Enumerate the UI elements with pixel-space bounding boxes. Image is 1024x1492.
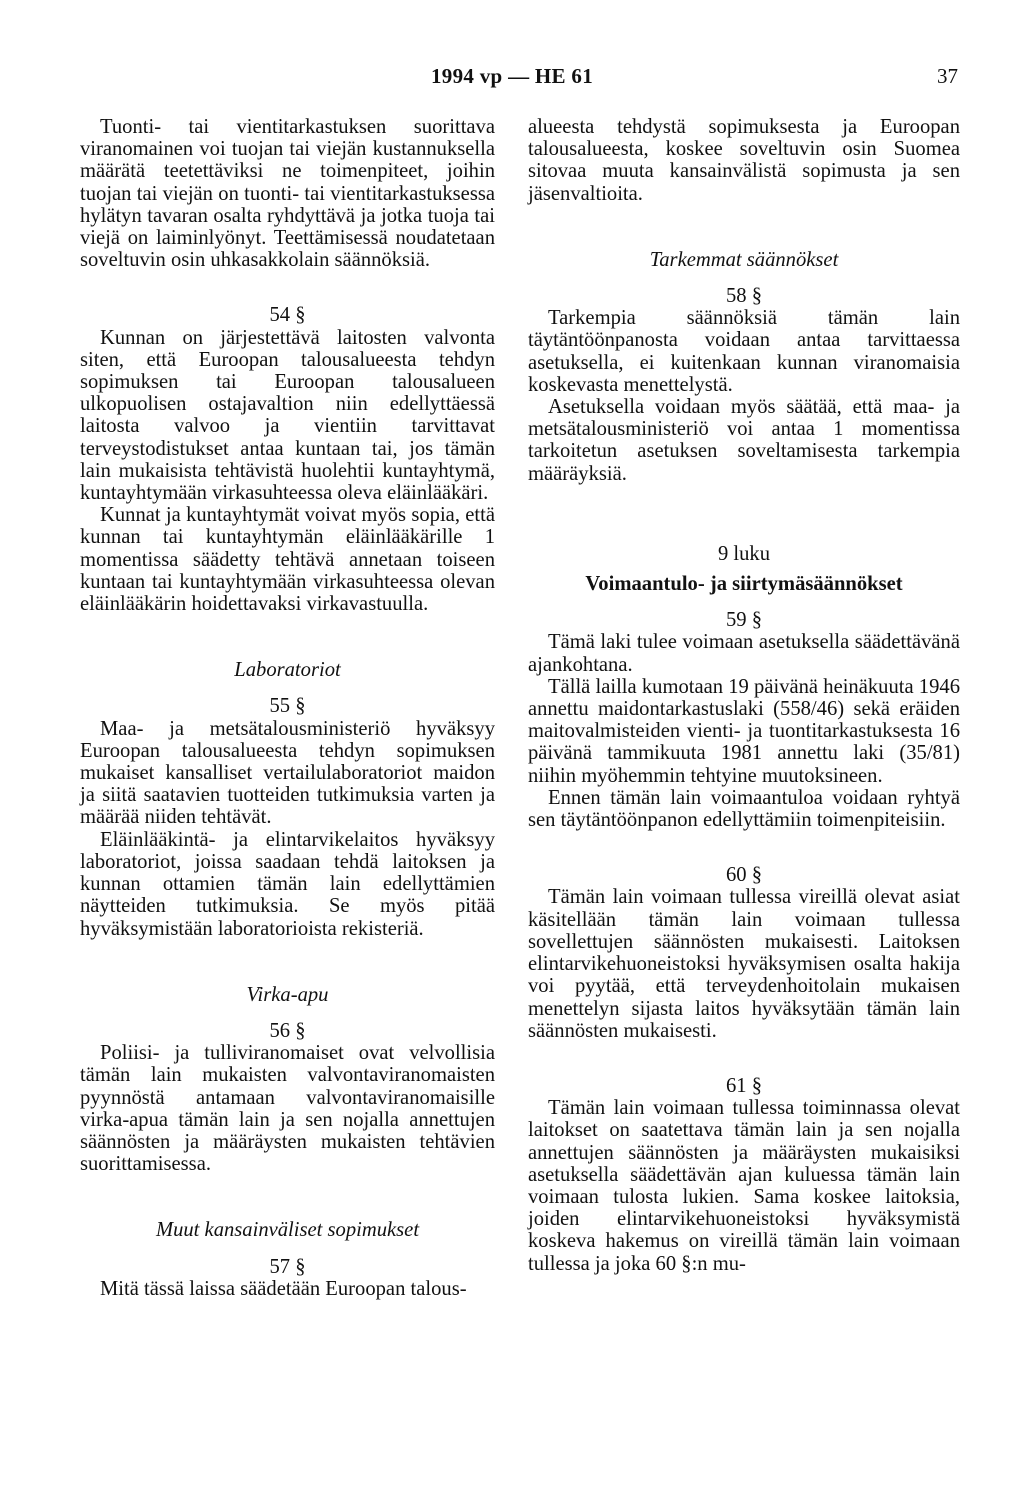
paragraph: Asetuksella voidaan myös säätää, että maa- ja metsätalousministeriö voi antaa 1 momentissa tarkoitetun asetuksen soveltamisesta tarkempia määräyksiä. [528,396,960,485]
subheading-muut-kansainvaliset-sopimukset: Muut kansainväliset sopimukset [155,1219,420,1242]
paragraph: alueesta tehdystä sopimuksesta ja Euroopan talousalueesta, koskee soveltuvin osin Suomea sitovaa muuta kansainvälistä sopimusta ja sen jäsenvaltioita. [528,116,960,205]
paragraph: Mitä tässä laissa säädetään Euroopan talous- [100,1277,467,1300]
subheading-laboratoriot: Laboratoriot [234,659,341,682]
right-column [528,116,960,1275]
paragraph: Tämän lain voimaan tullessa toiminnassa olevat laitokset on saatettava tämän lain ja sen nojalla annettujen säännösten ja määräysten mukaisiksi asetuksella säädettävän ajan kuluessa tämän lain voimaan tulosta lukien. Sama koskee laitoksia, joiden elintarvikehuoneistoksi hyväksymistä koskeva hakemus on vireillä tämän lain voimaan tullessa ja joka 60 §:n mu- [528,1097,960,1275]
paragraph: Maa- ja metsätalousministeriö hyväksyy Euroopan talousalueesta tehdyn sopimuksen mukaiset kansalliset vertailulaboratoriot maidon ja siitä saatavien tuotteiden tutkimuksia varten ja määrää niiden tehtävät. [80,717,495,829]
subheading-virka-apu: Virka-apu [246,983,329,1006]
subheading-tarkemmat-saannokset: Tarkemmat säännökset [649,248,839,271]
paragraph: Tämän lain voimaan tullessa vireillä olevat asiat käsitellään tämän lain voimaan tullessa sovellettujen säännösten mukaisesti. Laitoksen elintarvikehuoneistoksi hyväksymisen osalta hakija voi pyytää, että terveydenhoitolain mukaisen menettelyn sijasta laitos hyväksytään tämän lain säännösten mukaisesti. [528,886,960,1042]
chapter-number: 9 luku [717,542,771,565]
running-header: 1994 vp — HE 61 [430,64,594,88]
section-57-heading: 57 § [269,1255,306,1278]
section-58-heading: 58 § [725,285,763,308]
section-55-heading: 55 § [269,695,306,718]
paragraph: Poliisi- ja tulliviranomaiset ovat velvollisia tämän lain mukaisten valvontaviranomaisten pyynnöstä antamaan valvontaviranomaisille virka-apua tämän lain ja sen nojalla annettujen säännösten ja määräysten mukaisten tehtävien suorittamisessa. [80,1042,495,1176]
page-number: 37 [937,64,958,88]
paragraph: Kunnan on järjestettävä laitosten valvonta siten, että Euroopan talousalueesta tehdyn sopimuksen tai Euroopan talousalueen ulkopuolisen ostajavaltion niin edellyttäessä laitosta valvoo ja vientiin tarvittavat terveystodistukset antaa kuntaan tai, jos tämän lain mukaisista tehtävistä huolehtii kuntayhtymä, kuntayhtymään virkasuhteessa oleva eläinlääkäri. [80,326,495,505]
paragraph: Tarkempia säännöksiä tämän lain täytäntöönpanosta voidaan antaa tarvittaessa asetuksella, ei kuitenkaan kunnan viranomaisia koskevasta menettelystä. [528,307,960,396]
paragraph: Eläinlääkintä- ja elintarvikelaitos hyväksyy laboratoriot, joissa saadaan tehdä laitoksen ja kunnan ottamien tämän lain edellyttämien näytteiden tutkimuksia. Se myös pitää hyväksymistään laboratorioista rekisteriä. [80,828,495,940]
chapter-title: Voimaantulo- ja siirtymäsäännökset [585,573,903,596]
section-59-heading: 59 § [725,609,763,632]
paragraph: Kunnat ja kuntayhtymät voivat myös sopia, että kunnan tai kuntayhtymän eläinlääkärille 1 momentissa säädetty tehtävä annetaan toiseen kuntaan tai kuntayhtymään virkasuhteessa olevan eläinlääkärin hoidettavaksi virkavastuulla. [80,504,495,616]
paragraph: Tämä laki tulee voimaan asetuksella säädettävänä ajankohtana. [528,631,960,676]
section-60-heading: 60 § [725,864,763,887]
paragraph: Ennen tämän lain voimaantuloa voidaan ryhtyä sen täytäntöönpanon edellyttämiin toimenpiteisiin. [528,786,960,832]
section-54-heading: 54 § [269,304,306,327]
paragraph: Tällä lailla kumotaan 19 päivänä heinäkuuta 1946 annettu maidontarkastuslaki (558/46) sekä eräiden maitovalmisteiden vienti- ja tuontitarkastuksesta 16 päivänä tammikuuta 1981 annettu laki (35/81) niihin myöhemmin tehtyine muutoksineen. [528,675,960,787]
section-61-heading: 61 § [725,1074,763,1097]
paragraph: Tuonti- tai vientitarkastuksen suorittava viranomainen voi tuojan tai viejän kustannuksella määrätä teetettäviksi ne toimenpiteet, joihin tuojan tai viejän on tuonti- tai vientitarkastuksessa hylätyn tavaran osalta ryhdyttävä ja jotka tuoja tai viejä on laiminlyönyt. Teettämisessä noudatetaan soveltuvin osin uhkasakkolain säännöksiä. [80,116,495,272]
left-column [80,116,495,1300]
section-56-heading: 56 § [269,1019,306,1042]
